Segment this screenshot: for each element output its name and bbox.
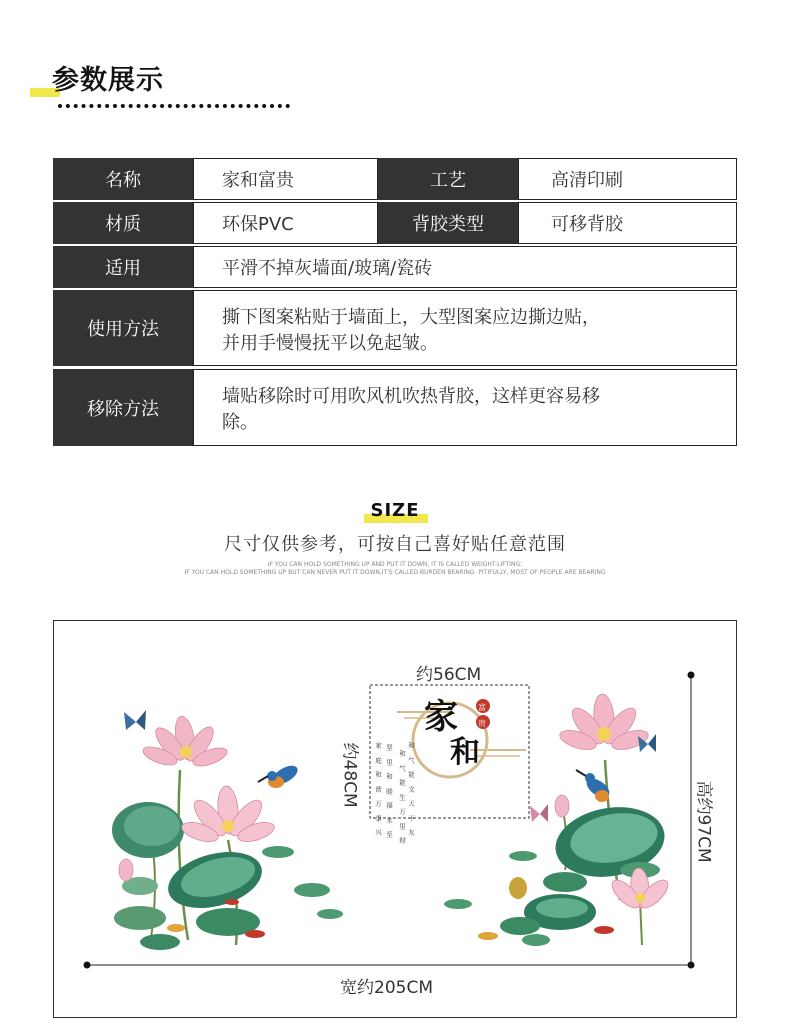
left-lotus-cluster: [112, 710, 343, 950]
param-value-apply: 平滑不掉灰墙面/玻璃/瓷砖: [193, 246, 737, 288]
size-english-line-1: IF YOU CAN HOLD SOMETHING UP AND PUT IT DOWN, IT IS CALLED WEIGHT-LIFTING;: [267, 561, 523, 568]
param-value-material: 环保PVC: [193, 202, 378, 244]
butterfly-pink: [530, 804, 548, 822]
poem-column-4: 家庭和谐万事兴: [374, 742, 382, 836]
poem-column-1: 和气能文天下友: [407, 742, 415, 836]
inner-height-label: 约48CM: [339, 742, 360, 808]
seal-bottom-char: 贵: [478, 719, 486, 728]
right-lotus-cluster: [444, 693, 672, 946]
section-title: 参数展示: [52, 65, 164, 96]
kingfisher-left: [258, 762, 301, 788]
param-key-usage: 使用方法: [53, 290, 193, 366]
total-height-label: 高约97CM: [693, 780, 714, 863]
param-value-usage: 撕下图案粘贴于墙面上，大型图案应边撕边贴，并用手慢慢抚平以免起皱。: [193, 290, 737, 366]
calligraphy-char-jia: 家: [424, 697, 458, 737]
param-value-craft: 高清印刷: [518, 158, 737, 200]
inner-width-label: 约56CM: [416, 665, 482, 685]
param-key-craft: 工艺: [378, 158, 518, 200]
size-title: SIZE: [370, 500, 420, 521]
param-key-backing: 背胶类型: [378, 202, 518, 244]
param-value-removal: 墙贴移除时可用吹风机吹热背胶，这样更容易移除。: [193, 369, 737, 446]
calligraphy-char-he: 和: [450, 735, 480, 770]
poem-column-3: 坚里和睦福永至: [385, 744, 393, 838]
param-key-name: 名称: [53, 158, 193, 200]
calligraphy-panel: [374, 697, 526, 845]
size-subtitle: 尺寸仅供参考，可按自己喜好贴任意范围: [224, 534, 566, 555]
butterfly-left: [124, 710, 146, 730]
total-width-label: 宽约205CM: [340, 978, 433, 998]
param-key-removal: 移除方法: [53, 369, 193, 446]
param-key-material: 材质: [53, 202, 193, 244]
seal-top-char: 富: [478, 703, 486, 712]
size-english-line-2: IF YOU CAN HOLD SOMETHING UP BUT CAN NEVER PUT IT DOWN,IT'S CALLED BURDEN BEARING. PITIFULLY, MOST OF PEOPLE ARE BEARING: [184, 569, 606, 576]
poem-column-2: 和气能生万里财: [398, 750, 406, 844]
param-key-apply: 适用: [53, 246, 193, 288]
param-value-backing: 可移背胶: [518, 202, 737, 244]
param-value-name: 家和富贵: [193, 158, 378, 200]
